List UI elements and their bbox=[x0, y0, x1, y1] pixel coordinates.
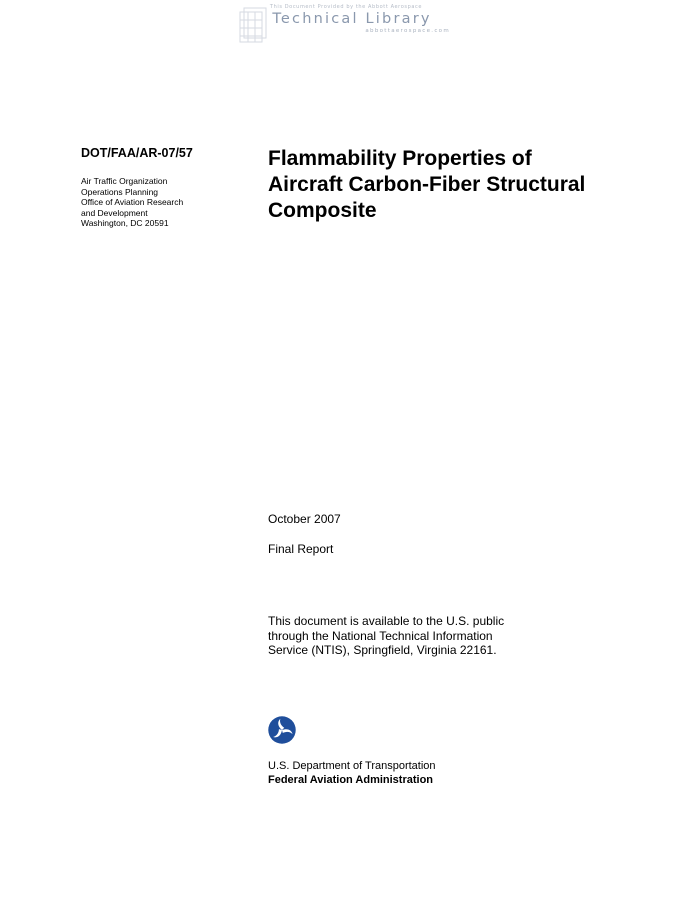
report-title bbox=[268, 146, 688, 224]
dot-tri-swirl-icon bbox=[268, 716, 296, 744]
organization-line: and Development bbox=[81, 207, 148, 218]
report-title-line: Aircraft Carbon-Fiber Structural bbox=[268, 173, 586, 196]
organization-line: Office of Aviation Research bbox=[81, 197, 184, 207]
watermark-library-title: Technical Library bbox=[272, 11, 432, 27]
report-title-line: Flammability Properties of bbox=[268, 147, 532, 170]
organization-address bbox=[81, 176, 241, 229]
availability-statement bbox=[268, 614, 568, 658]
agency-block bbox=[268, 759, 436, 787]
availability-line: through the National Technical Information bbox=[268, 628, 493, 643]
administration-name: Federal Aviation Administration bbox=[268, 774, 434, 786]
availability-line: This document is available to the U.S. public bbox=[268, 614, 505, 628]
report-title-line: Composite bbox=[268, 199, 377, 222]
report-date: October 2007 bbox=[268, 512, 341, 526]
availability-line: Service (NTIS), Springfield, Virginia 22161. bbox=[268, 643, 497, 657]
organization-line: Washington, DC 20591 bbox=[81, 218, 169, 228]
report-number: DOT/FAA/AR-07/57 bbox=[81, 146, 193, 160]
watermark-website: abbottaerospace.com bbox=[365, 28, 450, 34]
report-type: Final Report bbox=[268, 542, 334, 556]
department-name: U.S. Department of Transportation bbox=[268, 760, 436, 772]
organization-line: Air Traffic Organization bbox=[81, 176, 168, 186]
watermark bbox=[238, 2, 454, 46]
organization-line: Operations Planning bbox=[81, 186, 159, 197]
watermark-provider-line: This Document Provided by the Abbott Aerospace bbox=[269, 4, 423, 10]
